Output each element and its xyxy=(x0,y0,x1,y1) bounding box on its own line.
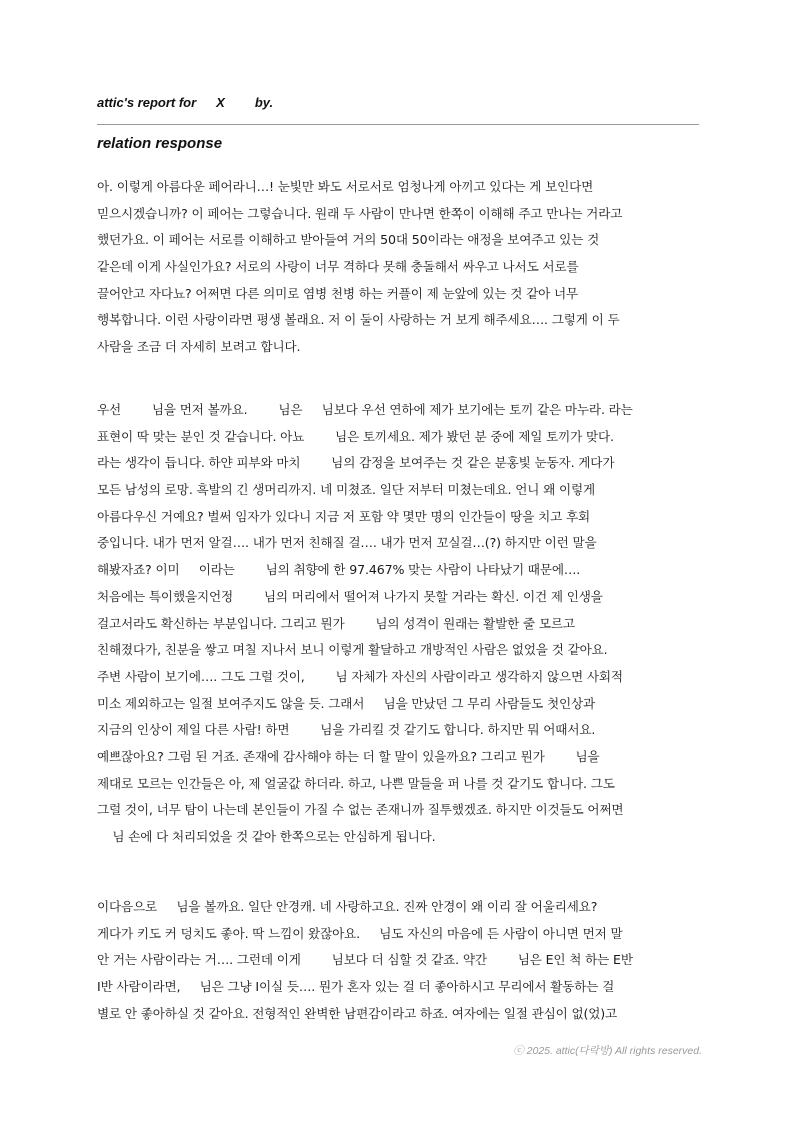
paragraph-first-person xyxy=(97,397,707,851)
text-line: 같은데 이게 사실인가요? 서로의 사랑이 너무 격하다 못해 충돌해서 싸우고 나서도 서로를 xyxy=(97,259,579,275)
report-target: X xyxy=(216,95,225,110)
text-line: 했던가요. 이 페어는 서로를 이해하고 받아들여 거의 50대 50이라는 애정을 보여주고 있는 것 xyxy=(97,232,600,248)
text-line: 중입니다. 내가 먼저 알걸…. 내가 먼저 친해질 걸…. 내가 먼저 꼬실걸…(?) 하지만 이런 말을 xyxy=(97,535,597,551)
text-line: 끌어안고 자다뇨? 어쩌면 다른 의미로 염병 천병 하는 커플이 제 눈앞에 있는 것 같아 너무 xyxy=(97,285,579,301)
paragraph-intro xyxy=(97,174,707,361)
text-line: 아. 이렇게 아름다운 페어라니…! 눈빛만 봐도 서로서로 엄청나게 아끼고 있다는 게 보인다면 xyxy=(97,179,594,194)
text-line: 주변 사람이 보기에…. 그도 그럴 것이, 님 자체가 자신의 사람이라고 생각하지 않으면 사회적 xyxy=(97,668,623,684)
report-by: by. xyxy=(254,95,274,110)
copyright-footer: ⓒ 2025. attic(다락방) All rights reserved. xyxy=(513,1045,702,1057)
text-line: 처음에는 특이했을지언정 님의 머리에서 떨어져 나가지 못할 거라는 확신. 이건 제 인생을 xyxy=(97,588,603,604)
text-line: I반 사람이라면, 님은 그냥 I이실 듯…. 뭔가 혼자 있는 걸 더 좋아하시고 무리에서 활동하는 걸 xyxy=(97,979,615,995)
text-line: 별로 안 좋아하실 것 같아요. 전형적인 완벽한 남편감이라고 하죠. 여자에는 일절 관심이 없(었)고 xyxy=(97,1005,618,1021)
text-line: 아름다우신 거예요? 벌써 임자가 있다니 지금 저 포함 약 몇만 명의 인간들이 땅을 치고 후회 xyxy=(97,508,591,524)
text-line: 행복합니다. 이런 사랑이라면 평생 볼래요. 저 이 둘이 사랑하는 거 보게 해주세요…. 그렇게 이 두 xyxy=(97,312,620,328)
text-line: 해봤자죠? 이미 이라는 님의 취향에 한 97.467% 맞는 사람이 나타났기 때문에…. xyxy=(97,562,581,578)
text-line: 모든 남성의 로망. 흑발의 긴 생머리까지. 네 미쳤죠. 일단 저부터 미쳤는데요. 언니 왜 이렇게 xyxy=(97,482,596,498)
text-line: 친해졌다가, 친분을 쌓고 며칠 지나서 보니 이렇게 활달하고 개방적인 사람은 없었을 것 같아요. xyxy=(97,642,608,658)
text-line: 제대로 모르는 인간들은 아, 제 얼굴값 하더라. 하고, 나쁜 말들을 퍼 나를 것 같기도 합니다. 그도 xyxy=(97,775,615,791)
text-line: 미소 제외하고는 일절 보여주지도 않을 듯. 그래서 님을 만났던 그 무리 사람들도 첫인상과 xyxy=(97,695,596,711)
text-line: 게다가 키도 커 덩치도 좋아. 딱 느낌이 왔잖아요. 님도 자신의 마음에 든 사람이 아니면 먼저 말 xyxy=(97,925,623,941)
text-line: 지금의 인상이 제일 다른 사람! 하면 님을 가리킬 것 같기도 합니다. 하지만 뭐 어때서요. xyxy=(97,722,596,738)
text-line: 라는 생각이 듭니다. 하얀 피부와 마치 님의 감정을 보여주는 것 같은 분홍빛 눈동자. 게다가 xyxy=(97,455,615,471)
text-line: 우선 님을 먼저 볼까요. 님은 님보다 우선 연하에 제가 보기에는 토끼 같은 마누라. 라는 xyxy=(97,402,633,417)
text-line: 안 거는 사람이라는 거…. 그런데 이게 님보다 더 심할 것 같죠. 약간 님은 E인 척 하는 E반 xyxy=(97,952,633,968)
text-line: 이다음으로 님을 볼까요. 일단 안경캐. 네 사랑하고요. 진짜 안경이 왜 이리 잘 어울리세요? xyxy=(97,899,598,914)
text-line: 님 손에 다 처리되었을 것 같아 한쪽으로는 안심하게 됩니다. xyxy=(97,829,436,844)
header-divider xyxy=(97,124,699,125)
text-line: 사람을 조금 더 자세히 보려고 합니다. xyxy=(97,339,301,355)
text-line: 걸고서라도 확신하는 부분입니다. 그리고 뭔가 님의 성격이 원래는 활발한 줄 모르고 xyxy=(97,615,575,631)
text-line: 표현이 딱 맞는 분인 것 같습니다. 아뇨 님은 토끼세요. 제가 봤던 분 중에 제일 토끼가 맞다. xyxy=(97,428,614,444)
text-line: 그럴 것이, 너무 탐이 나는데 본인들이 가질 수 없는 존재니까 질투했겠죠. 하지만 이것들도 어쩌면 xyxy=(97,802,624,818)
text-line: 믿으시겠습니까? 이 페어는 그렇습니다. 원래 두 사람이 만나면 한쪽이 이해해 주고 만나는 거라고 xyxy=(97,205,623,221)
report-header xyxy=(97,95,273,110)
section-subtitle: relation response xyxy=(97,135,223,152)
report-label: attic's report for xyxy=(97,95,197,110)
paragraph-second-person xyxy=(97,894,707,1027)
text-line: 예쁘잖아요? 그럼 된 거죠. 존재에 감사해야 하는 더 할 말이 있을까요? 그리고 뭔가 님을 xyxy=(97,748,600,764)
